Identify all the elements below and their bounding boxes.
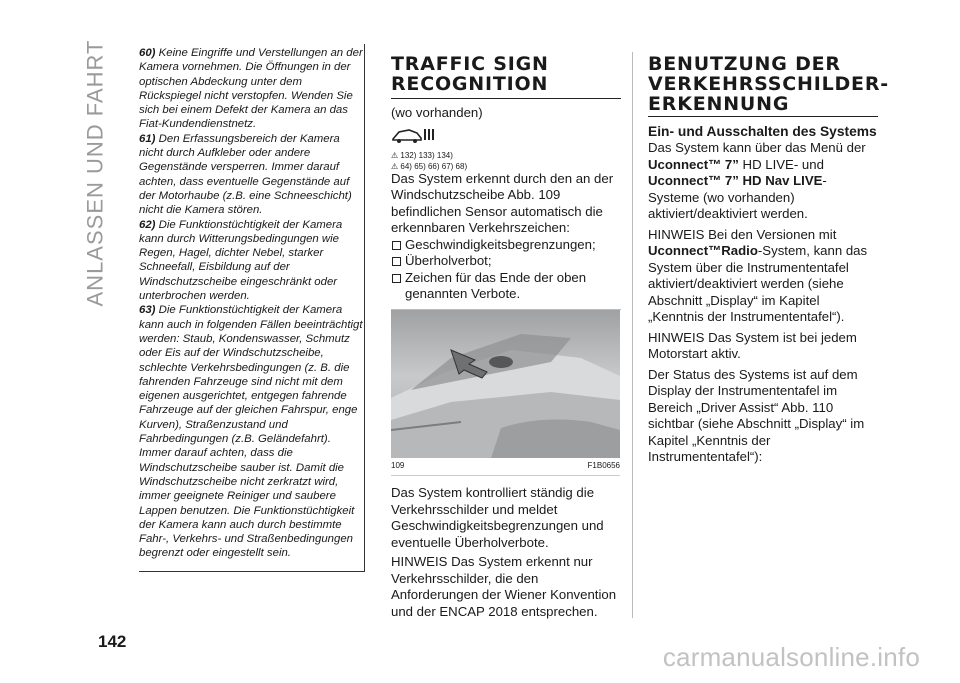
usage-paragraph-1: Das System kann über das Menü der Uconnect™ 7” HD LIVE- und Uconnect™ 7” HD Nav LIVE-Systeme (wo vorhanden) aktiviert/deaktiviert werden. [648, 140, 866, 221]
usage-paragraph-2: HINWEIS Bei den Versionen mit Uconnect™Radio-System, kann das System über die Instrumententafel aktiviert/deaktiviert werden (siehe Abschnitt „Display“ im Kapitel „Kenntnis der Instrumententafel“). [648, 226, 868, 324]
warning-refs-2: ⚠ 64) 65) 66) 67) 68) [391, 161, 468, 171]
tsr-intro: Das System erkennt durch den an der Windschutzscheibe Abb. 109 befindlichen Sensor automatisch die erkennbaren Verkehrszeichen: [391, 170, 614, 235]
heading-rule [648, 116, 878, 117]
notes-column [139, 46, 365, 561]
usage-subheading: Ein- und Ausschalten des Systems [648, 124, 877, 139]
figure-bottom-rule [391, 475, 620, 476]
note-61: 61) Den Erfassungsbereich der Kamera nicht durch Aufkleber oder andere Gegenstände versperren. Immer darauf achten, dass eventuelle Gegenstände auf der Motorhaube (z.B. eine Schneeschicht) nicht die Kamera stören. [139, 132, 352, 217]
tsr-description [391, 485, 621, 623]
car-lights-icon [391, 126, 435, 147]
windshield-sensor-figure [391, 310, 620, 458]
usage-heading: BENUTZUNG DER VERKEHRSSCHILDER-ERKENNUNG [648, 53, 889, 115]
note-60: 60) Keine Eingriffe und Verstellungen an der Kamera vornehmen. Die Öffnungen in der optischen Abdeckung unter dem Rückspiegel nicht verstopfen. Wenden Sie sich bei einem Defekt der Kamera an das Fiat-Kundendienstnetz. [139, 47, 363, 131]
warning-triangle-icon: ⚠ [391, 150, 399, 160]
tsr-paragraph-2: HINWEIS Das System erkennt nur Verkehrsschilder, die den Anforderungen der Wiener Konvention und der ENCAP 2018 entsprechen. [391, 554, 617, 619]
chapter-side-title: ANLASSEN UND FAHRT [82, 39, 108, 306]
tsr-paragraph-1: Das System kontrolliert ständig die Verkehrsschilder und meldet Geschwindigkeitsbegrenzungen und eventuelle Überholverbote. [391, 485, 604, 550]
warning-refs-1: ⚠ 132) 133) 134) [391, 150, 453, 160]
usage-section [648, 53, 889, 470]
usage-paragraph-3: HINWEIS Das System ist bei jedem Motorstart aktiv. [648, 329, 857, 361]
usage-paragraph-4: Der Status des Systems ist auf dem Display der Instrumententafel im Bereich „Driver Assist“ Abb. 110 sichtbar (siehe Abschnitt „Display“ im Kapitel „Kenntnis der Instrumententafel“): [648, 366, 865, 464]
note-62: 62) Die Funktionstüchtigkeit der Kamera kann durch Witterungsbedingungen wie Regen, Hagel, dichter Nebel, starker Schneefall, Eisbildung auf der Windschutzscheibe eingeschränkt oder unterbrochen werden. [139, 218, 343, 303]
notes-box-right-border [364, 44, 365, 572]
list-item: Zeichen für das Ende der oben genannten Verbote. [391, 270, 621, 303]
tsr-heading: TRAFFIC SIGN RECOGNITION [391, 53, 549, 95]
list-item: Geschwindigkeitsbegrenzungen; [391, 237, 621, 254]
column-divider [632, 52, 633, 618]
sign-types-list [391, 237, 621, 303]
list-item: Überholverbot; [391, 253, 621, 270]
figure-code: F1B0656 [587, 461, 620, 470]
figure-number: 109 [391, 461, 405, 470]
caution-triangle-icon: ⚠ [391, 161, 399, 171]
notes-box-bottom-border [139, 571, 365, 572]
figure-caption [391, 461, 620, 470]
availability-note: (wo vorhanden) [391, 105, 483, 120]
watermark: carmanualsonline.info [662, 642, 920, 672]
tsr-section [391, 54, 621, 310]
heading-rule [391, 98, 621, 99]
note-63: 63) Die Funktionstüchtigkeit der Kamera kann auch in folgenden Fällen beeinträchtigt werden: Staub, Kondenswasser, Schmutz oder Eis auf der Windschutzscheibe, schlechte Verkehrsbedingungen (z. B. die fahrenden Fahrzeuge sind nicht mit dem eigenen ausgerichtet, entgegen fahrende Fahrzeuge auf der gleichen Fahrspur, enge Kurven), Straßenzustand und Fahrbedingungen (z.B. Geländefahrt). Immer darauf achten, dass die Windschutzscheibe sauber ist. Damit die Windschutzscheibe nicht zerkratzt wird, immer geeignete Reiniger und saubere Lappen benutzen. Die Funktionstüchtigkeit der Kamera kann auch durch bestimmte Fahr-, Verkehrs- und Straßenbedingungen begrenzt oder eingestellt sein. [139, 304, 363, 560]
page-number: 142 [98, 632, 127, 651]
